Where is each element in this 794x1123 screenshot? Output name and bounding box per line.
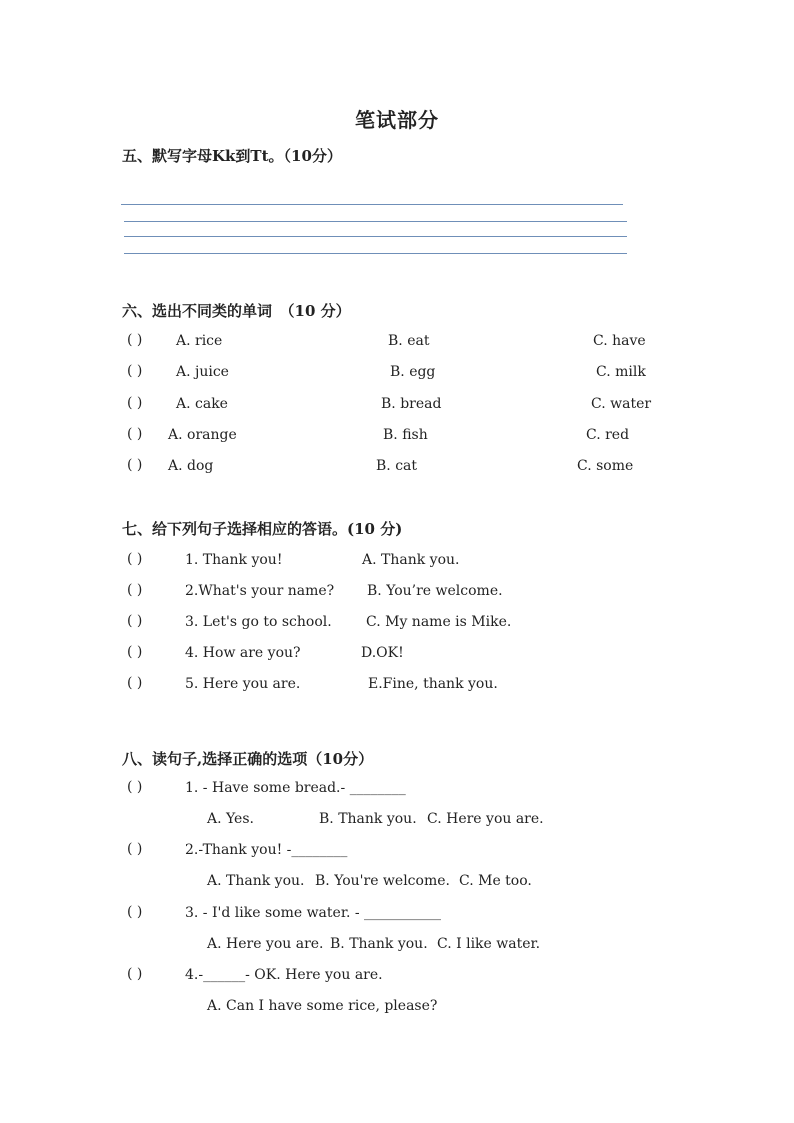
option-a: A. juice (176, 364, 229, 380)
section-8-heading: 八、读句子,选择正确的选项（10分） (122, 750, 374, 768)
response: C. My name is Mike. (366, 614, 512, 630)
option-b: B. bread (381, 396, 442, 412)
answer-paren[interactable]: ( ) (127, 644, 143, 660)
question: 2.What's your name? (185, 583, 335, 599)
answer-paren[interactable]: ( ) (127, 613, 143, 629)
section-5-heading: 五、默写字母Kk到Tt。（10分） (122, 147, 342, 165)
option-b: B. cat (376, 458, 418, 474)
answer-paren[interactable]: ( ) (127, 395, 143, 411)
question: 3. - I'd like some water. - ___________ (185, 905, 442, 921)
option-a: A. Yes. (207, 811, 254, 827)
option-c: C. some (577, 458, 634, 474)
option-c: C. red (586, 427, 630, 443)
writing-line (124, 253, 627, 254)
question: 4. How are you? (185, 645, 301, 661)
answer-paren[interactable]: ( ) (127, 551, 143, 567)
question: 4.-______- OK. Here you are. (185, 967, 383, 983)
answer-paren[interactable]: ( ) (127, 779, 143, 795)
response: A. Thank you. (362, 552, 460, 568)
response: B. You’re welcome. (367, 583, 503, 599)
response: E.Fine, thank you. (368, 676, 498, 692)
section-7-heading: 七、给下列句子选择相应的答语。(10 分) (122, 520, 403, 538)
answer-paren[interactable]: ( ) (127, 426, 143, 442)
question: 3. Let's go to school. (185, 614, 332, 630)
option-a: A. Can I have some rice, please? (207, 998, 438, 1014)
answer-paren[interactable]: ( ) (127, 582, 143, 598)
answer-paren[interactable]: ( ) (127, 363, 143, 379)
answer-paren[interactable]: ( ) (127, 904, 143, 920)
answer-paren[interactable]: ( ) (127, 675, 143, 691)
option-b: B. Thank you. (319, 811, 417, 827)
option-c: C. milk (596, 364, 646, 380)
question: 1. - Have some bread.- ________ (185, 780, 406, 796)
question: 5. Here you are. (185, 676, 301, 692)
answer-paren[interactable]: ( ) (127, 966, 143, 982)
option-b: B. Thank you. (330, 936, 428, 952)
option-b: B. You're welcome. (315, 873, 450, 889)
option-a: A. dog (168, 458, 214, 474)
option-c: C. Here you are. (427, 811, 544, 827)
option-a: A. Here you are. (207, 936, 324, 952)
writing-line (124, 221, 627, 222)
response: D.OK! (361, 645, 404, 661)
option-c: C. water (591, 396, 652, 412)
option-b: B. egg (390, 364, 436, 380)
writing-line (124, 236, 627, 237)
question: 1. Thank you! (185, 552, 283, 568)
option-c: C. I like water. (437, 936, 541, 952)
answer-paren[interactable]: ( ) (127, 841, 143, 857)
answer-paren[interactable]: ( ) (127, 332, 143, 348)
option-c: C. Me too. (459, 873, 532, 889)
page-title: 笔试部分 (355, 108, 439, 132)
answer-paren[interactable]: ( ) (127, 457, 143, 473)
option-b: B. eat (388, 333, 430, 349)
option-a: A. orange (168, 427, 237, 443)
option-a: A. cake (176, 396, 228, 412)
question: 2.-Thank you! -________ (185, 842, 348, 858)
option-a: A. Thank you. (207, 873, 305, 889)
option-c: C. have (593, 333, 646, 349)
option-b: B. fish (383, 427, 428, 443)
writing-line (121, 204, 623, 205)
option-a: A. rice (176, 333, 223, 349)
section-6-heading: 六、选出不同类的单词 （10 分） (122, 302, 351, 320)
